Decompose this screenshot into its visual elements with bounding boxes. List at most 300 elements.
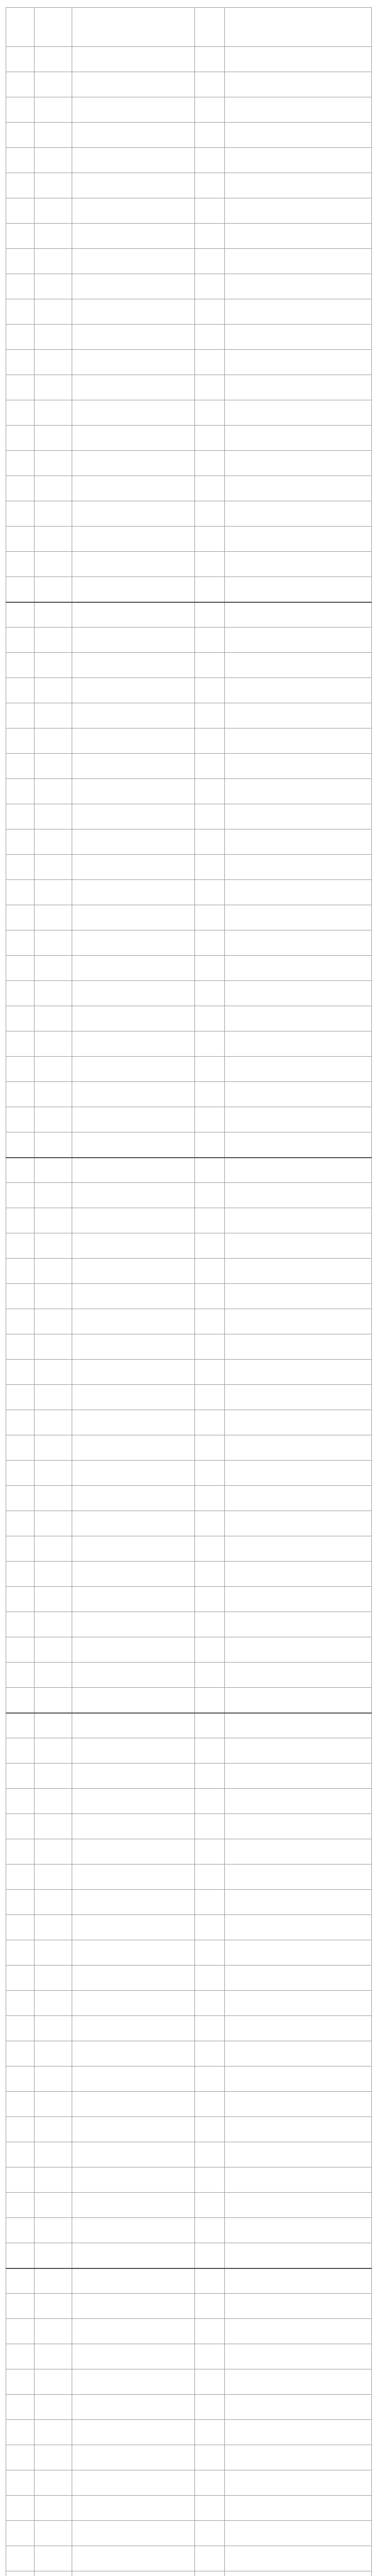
cell-region: [35, 451, 72, 476]
cell-name: [72, 1461, 195, 1486]
table-row: [6, 2167, 372, 2193]
cell-region: [35, 628, 72, 653]
table-row: [6, 1334, 372, 1360]
cell-region: [35, 678, 72, 703]
cell-grade: [195, 1637, 225, 1663]
cell-index: [6, 703, 35, 728]
cell-grade: [195, 628, 225, 653]
cell-index: [6, 123, 35, 148]
cell-remark: [225, 653, 372, 678]
cell-region: [35, 274, 72, 299]
cell-remark: [225, 325, 372, 350]
cell-remark: [225, 1385, 372, 1410]
table-row: [6, 1158, 372, 1183]
cell-region: [35, 653, 72, 678]
cell-name: [72, 451, 195, 476]
cell-name: [72, 1334, 195, 1360]
cell-remark: [225, 1612, 372, 1637]
cell-remark: [225, 1461, 372, 1486]
cell-name: [72, 148, 195, 173]
cell-remark: [225, 1259, 372, 1284]
cell-index: [6, 2546, 35, 2571]
cell-remark: [225, 1107, 372, 1132]
cell-index: [6, 829, 35, 855]
cell-remark: [225, 628, 372, 653]
table-row: [6, 2218, 372, 2243]
cell-name: [72, 1587, 195, 1612]
cell-name: [72, 1915, 195, 1940]
cell-region: [35, 1132, 72, 1158]
cell-remark: [225, 1890, 372, 1915]
cell-grade: [195, 2193, 225, 2218]
cell-name: [72, 2041, 195, 2066]
cell-region: [35, 224, 72, 249]
cell-name: [72, 779, 195, 804]
cell-index: [6, 1764, 35, 1789]
table-row: [6, 2268, 372, 2294]
cell-grade: [195, 2066, 225, 2092]
cell-grade: [195, 1663, 225, 1688]
cell-remark: [225, 2041, 372, 2066]
cell-remark: [225, 1334, 372, 1360]
cell-name: [72, 1991, 195, 2016]
cell-grade: [195, 2117, 225, 2142]
cell-grade: [195, 1334, 225, 1360]
cell-index: [6, 375, 35, 400]
cell-index: [6, 1688, 35, 1713]
cell-region: [35, 1461, 72, 1486]
cell-grade: [195, 224, 225, 249]
table-row: [6, 1738, 372, 1764]
cell-index: [6, 1612, 35, 1637]
cell-region: [35, 779, 72, 804]
cell-name: [72, 2092, 195, 2117]
cell-region: [35, 1385, 72, 1410]
cell-name: [72, 1284, 195, 1309]
cell-region: [35, 1865, 72, 1890]
cell-name: [72, 2319, 195, 2344]
table-row: [6, 1991, 372, 2016]
cell-remark: [225, 1940, 372, 1965]
cell-remark: [225, 2016, 372, 2041]
cell-region: [35, 1940, 72, 1965]
cell-name: [72, 1940, 195, 1965]
table-row: [6, 930, 372, 956]
table-row: [6, 97, 372, 123]
table-row: [6, 1057, 372, 1082]
cell-grade: [195, 2369, 225, 2395]
table-row: [6, 956, 372, 981]
cell-remark: [225, 527, 372, 552]
cell-grade: [195, 1410, 225, 1435]
cell-region: [35, 97, 72, 123]
cell-index: [6, 2193, 35, 2218]
cell-index: [6, 1259, 35, 1284]
cell-name: [72, 628, 195, 653]
cell-index: [6, 2571, 35, 2576]
cell-index: [6, 1410, 35, 1435]
table-row: [6, 1082, 372, 1107]
cell-remark: [225, 1839, 372, 1865]
cell-grade: [195, 1738, 225, 1764]
table-row: [6, 628, 372, 653]
cell-grade: [195, 930, 225, 956]
cell-region: [35, 1183, 72, 1208]
cell-region: [35, 148, 72, 173]
cell-name: [72, 1536, 195, 1562]
table-row: [6, 728, 372, 754]
cell-region: [35, 602, 72, 628]
table-row: [6, 2092, 372, 2117]
cell-region: [35, 198, 72, 224]
cell-index: [6, 754, 35, 779]
cell-index: [6, 47, 35, 72]
table-row: [6, 173, 372, 198]
cell-index: [6, 1082, 35, 1107]
cell-name: [72, 2395, 195, 2420]
cell-region: [35, 754, 72, 779]
table-row: [6, 1612, 372, 1637]
cell-remark: [225, 1789, 372, 1814]
cell-grade: [195, 779, 225, 804]
cell-index: [6, 2243, 35, 2268]
cell-grade: [195, 855, 225, 880]
cell-remark: [225, 2470, 372, 2496]
cell-region: [35, 325, 72, 350]
cell-name: [72, 2420, 195, 2445]
cell-region: [35, 1536, 72, 1562]
table-row: [6, 1965, 372, 1991]
cell-remark: [225, 2243, 372, 2268]
cell-grade: [195, 476, 225, 501]
cell-remark: [225, 350, 372, 375]
table-row: [6, 804, 372, 829]
cell-grade: [195, 148, 225, 173]
table-row: [6, 2445, 372, 2470]
cell-region: [35, 1890, 72, 1915]
cell-remark: [225, 2319, 372, 2344]
cell-index: [6, 1006, 35, 1031]
cell-remark: [225, 451, 372, 476]
cell-grade: [195, 325, 225, 350]
cell-index: [6, 2092, 35, 2117]
table-row: [6, 905, 372, 930]
cell-region: [35, 2218, 72, 2243]
cell-grade: [195, 1915, 225, 1940]
cell-grade: [195, 2016, 225, 2041]
cell-grade: [195, 1991, 225, 2016]
cell-remark: [225, 1057, 372, 1082]
cell-remark: [225, 1688, 372, 1713]
cell-grade: [195, 2521, 225, 2546]
cell-grade: [195, 72, 225, 97]
cell-region: [35, 1360, 72, 1385]
cell-name: [72, 2243, 195, 2268]
cell-grade: [195, 1461, 225, 1486]
cell-remark: [225, 2344, 372, 2369]
cell-grade: [195, 2470, 225, 2496]
cell-index: [6, 2369, 35, 2395]
cell-grade: [195, 1713, 225, 1738]
table-row: [6, 451, 372, 476]
cell-index: [6, 2117, 35, 2142]
cell-grade: [195, 1612, 225, 1637]
cell-remark: [225, 1965, 372, 1991]
cell-grade: [195, 426, 225, 451]
cell-grade: [195, 653, 225, 678]
table-row: [6, 552, 372, 577]
cell-name: [72, 2546, 195, 2571]
cell-index: [6, 1360, 35, 1385]
cell-region: [35, 2420, 72, 2445]
cell-name: [72, 1006, 195, 1031]
table-row: [6, 1208, 372, 1233]
cell-index: [6, 350, 35, 375]
cell-remark: [225, 148, 372, 173]
cell-index: [6, 653, 35, 678]
cell-index: [6, 1839, 35, 1865]
cell-grade: [195, 1587, 225, 1612]
cell-region: [35, 956, 72, 981]
cell-index: [6, 2521, 35, 2546]
table-row: [6, 1410, 372, 1435]
cell-remark: [225, 426, 372, 451]
cell-grade: [195, 1259, 225, 1284]
table-row: [6, 1385, 372, 1410]
cell-index: [6, 2066, 35, 2092]
table-row: [6, 2142, 372, 2167]
cell-name: [72, 2470, 195, 2496]
cell-grade: [195, 880, 225, 905]
cell-remark: [225, 754, 372, 779]
cell-region: [35, 1309, 72, 1334]
cell-name: [72, 299, 195, 325]
cell-remark: [225, 1536, 372, 1562]
table-row: [6, 476, 372, 501]
cell-name: [72, 1562, 195, 1587]
cell-region: [35, 1637, 72, 1663]
cell-grade: [195, 123, 225, 148]
cell-name: [72, 2294, 195, 2319]
cell-index: [6, 1183, 35, 1208]
cell-grade: [195, 981, 225, 1006]
cell-index: [6, 1486, 35, 1511]
table-row: [6, 1259, 372, 1284]
cell-remark: [225, 2092, 372, 2117]
cell-index: [6, 72, 35, 97]
cell-grade: [195, 2092, 225, 2117]
table-row: [6, 274, 372, 299]
cell-grade: [195, 2268, 225, 2294]
cell-remark: [225, 956, 372, 981]
cell-grade: [195, 2243, 225, 2268]
cell-name: [72, 728, 195, 754]
cell-remark: [225, 2193, 372, 2218]
cell-name: [72, 1435, 195, 1461]
cell-index: [6, 930, 35, 956]
cell-index: [6, 552, 35, 577]
cell-index: [6, 2344, 35, 2369]
cell-index: [6, 2167, 35, 2193]
table-row: [6, 325, 372, 350]
cell-name: [72, 501, 195, 527]
table-row: [6, 678, 372, 703]
cell-remark: [225, 930, 372, 956]
cell-name: [72, 123, 195, 148]
table-row: [6, 1284, 372, 1309]
cell-name: [72, 274, 195, 299]
cell-name: [72, 1965, 195, 1991]
cell-remark: [225, 198, 372, 224]
cell-remark: [225, 1738, 372, 1764]
cell-name: [72, 804, 195, 829]
cell-region: [35, 2344, 72, 2369]
cell-name: [72, 2066, 195, 2092]
cell-remark: [225, 1309, 372, 1334]
cell-name: [72, 678, 195, 703]
cell-grade: [195, 451, 225, 476]
cell-region: [35, 375, 72, 400]
cell-grade: [195, 2546, 225, 2571]
cell-region: [35, 1435, 72, 1461]
cell-index: [6, 1536, 35, 1562]
cell-name: [72, 476, 195, 501]
cell-name: [72, 1814, 195, 1839]
cell-name: [72, 375, 195, 400]
table-row: [6, 1915, 372, 1940]
cell-region: [35, 1587, 72, 1612]
cell-remark: [225, 2117, 372, 2142]
cell-name: [72, 1663, 195, 1688]
cell-name: [72, 350, 195, 375]
cell-name: [72, 1890, 195, 1915]
cell-index: [6, 2470, 35, 2496]
cell-region: [35, 2521, 72, 2546]
cell-name: [72, 1764, 195, 1789]
cell-index: [6, 148, 35, 173]
cell-index: [6, 1107, 35, 1132]
cell-name: [72, 552, 195, 577]
cell-name: [72, 1688, 195, 1713]
cell-remark: [225, 299, 372, 325]
cell-name: [72, 703, 195, 728]
table-row: [6, 2395, 372, 2420]
cell-grade: [195, 602, 225, 628]
cell-index: [6, 2016, 35, 2041]
cell-name: [72, 1158, 195, 1183]
cell-name: [72, 1360, 195, 1385]
table-row: [6, 1233, 372, 1259]
table-row: [6, 2193, 372, 2218]
cell-remark: [225, 1360, 372, 1385]
cell-grade: [195, 1865, 225, 1890]
cell-remark: [225, 400, 372, 426]
cell-grade: [195, 2319, 225, 2344]
cell-name: [72, 577, 195, 602]
cell-region: [35, 2117, 72, 2142]
table-row: [6, 1486, 372, 1511]
cell-grade: [195, 173, 225, 198]
cell-name: [72, 1486, 195, 1511]
table-row: [6, 1940, 372, 1965]
cell-name: [72, 1865, 195, 1890]
cell-remark: [225, 678, 372, 703]
table-row: [6, 2066, 372, 2092]
cell-remark: [225, 981, 372, 1006]
cell-region: [35, 1713, 72, 1738]
cell-grade: [195, 1385, 225, 1410]
cell-remark: [225, 1991, 372, 2016]
cell-region: [35, 2571, 72, 2576]
table-row: [6, 2420, 372, 2445]
table-row: [6, 2546, 372, 2571]
cell-index: [6, 804, 35, 829]
cell-region: [35, 728, 72, 754]
cell-region: [35, 2445, 72, 2470]
cell-region: [35, 1764, 72, 1789]
cell-region: [35, 1562, 72, 1587]
cell-grade: [195, 2496, 225, 2521]
cell-name: [72, 1259, 195, 1284]
cell-grade: [195, 1435, 225, 1461]
cell-region: [35, 880, 72, 905]
table-row: [6, 1663, 372, 1688]
cell-name: [72, 2016, 195, 2041]
cell-index: [6, 299, 35, 325]
cell-index: [6, 249, 35, 274]
cell-index: [6, 2319, 35, 2344]
cell-name: [72, 1789, 195, 1814]
table-row: [6, 299, 372, 325]
table-row: [6, 1132, 372, 1158]
table-row: [6, 1107, 372, 1132]
cell-region: [35, 2016, 72, 2041]
cell-grade: [195, 1839, 225, 1865]
cell-region: [35, 1839, 72, 1865]
cell-region: [35, 527, 72, 552]
cell-region: [35, 2546, 72, 2571]
cell-index: [6, 1284, 35, 1309]
cell-index: [6, 325, 35, 350]
cell-index: [6, 476, 35, 501]
cell-remark: [225, 1132, 372, 1158]
cell-region: [35, 2294, 72, 2319]
table-row: [6, 1536, 372, 1562]
table-row: [6, 1309, 372, 1334]
cell-region: [35, 1158, 72, 1183]
cell-grade: [195, 1965, 225, 1991]
cell-region: [35, 804, 72, 829]
cell-grade: [195, 1688, 225, 1713]
cell-grade: [195, 97, 225, 123]
cell-grade: [195, 1789, 225, 1814]
cell-index: [6, 400, 35, 426]
cell-index: [6, 173, 35, 198]
cell-index: [6, 1991, 35, 2016]
cell-region: [35, 1915, 72, 1940]
cell-remark: [225, 1158, 372, 1183]
cell-remark: [225, 779, 372, 804]
cell-region: [35, 2193, 72, 2218]
cell-remark: [225, 1435, 372, 1461]
table-row: [6, 72, 372, 97]
cell-index: [6, 1915, 35, 1940]
table-row: [6, 1587, 372, 1612]
cell-region: [35, 1284, 72, 1309]
table-row: [6, 1789, 372, 1814]
cell-grade: [195, 527, 225, 552]
cell-index: [6, 1865, 35, 1890]
